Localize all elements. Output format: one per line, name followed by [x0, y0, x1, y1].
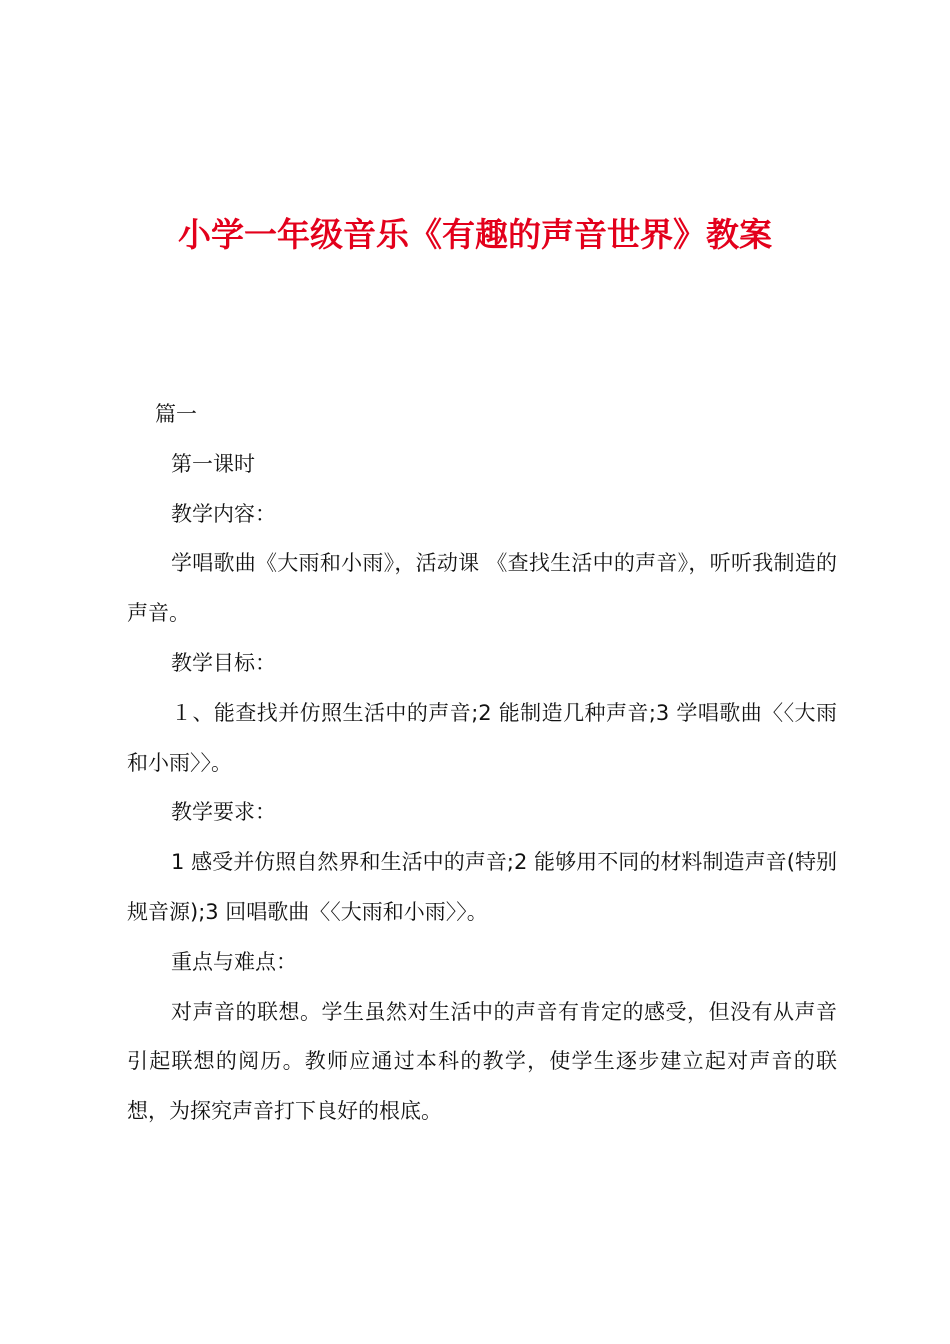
paragraph-key-points: 对声音的联想。学生虽然对生活中的声音有肯定的感受，但没有从声音引起联想的阅历。教师应通过本科的教学，使学生逐步建立起对声音的联想，为探究声音打下良好的根底。 — [127, 999, 837, 1124]
paragraph-teaching-goals: １、能查找并仿照生活中的声音;2 能制造几种声音;3 学唱歌曲〈〈大雨和小雨〉〉。 — [127, 700, 837, 775]
section-label: 篇一 — [155, 402, 197, 426]
document-body — [127, 390, 837, 1137]
heading-teaching-requirements: 教学要求： — [171, 800, 276, 825]
heading-teaching-goals: 教学目标： — [171, 650, 276, 675]
paragraph-teaching-content: 学唱歌曲《大雨和小雨》，活动课 《查找生活中的声音》，听听我制造的声音。 — [127, 551, 837, 626]
paragraph-teaching-requirements: 1 感受并仿照自然界和生活中的声音;2 能够用不同的材料制造声音(特别规音源);3 回唱歌曲〈〈大雨和小雨〉〉。 — [127, 850, 837, 924]
heading-key-points: 重点与难点： — [171, 949, 297, 974]
paragraph-lesson-period: 第一课时 — [171, 451, 255, 476]
heading-teaching-content: 教学内容： — [171, 501, 276, 526]
document-title: 小学一年级音乐《有趣的声音世界》教案 — [178, 215, 772, 254]
